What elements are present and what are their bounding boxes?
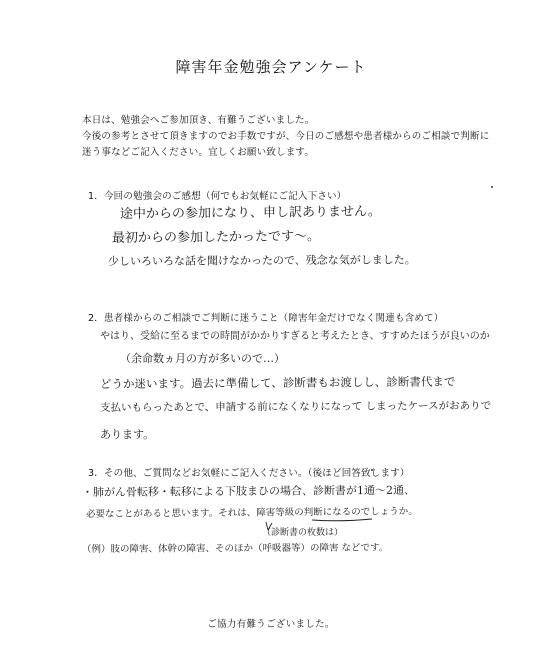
question-3-heading: 3．その他、ご質問などお気軽にご記入ください。（後ほど回答致します） bbox=[88, 468, 410, 479]
handwritten-answer-line: 少しいろいろな話を聞けなかったので、残念な気がしました。 bbox=[107, 253, 416, 268]
closing-thanks: ご協力有難うございました。 bbox=[207, 619, 335, 630]
handwritten-answer-line: 支払いもらったあとで、申請する前になくなりになって しまったケースがおありで bbox=[99, 399, 492, 414]
handwritten-answer-line: どうか迷います。過去に準備して、診断書もお渡しし、診断書代まで bbox=[99, 374, 456, 391]
intro-line: 迷う事などご記入ください。宜しくお願い致します。 bbox=[82, 147, 315, 158]
question-1-heading: 1．今回の勉強会のご感想（何でもお気軽にご記入下さい） bbox=[88, 191, 347, 202]
question-2-heading: 2．患者様からのご相談でご判断に迷うこと（障害年金だけでなく関連も含めて） bbox=[88, 313, 444, 324]
handwritten-answer-line: ・肺がん骨転移・転移による下肢まひの場合、診断書が1通〜2通、 bbox=[81, 483, 416, 499]
intro-line: 今後の参考とさせて頂きますのでお手数ですが、今日のご感想や患者様からのご相談で判断に bbox=[82, 131, 490, 142]
handwritten-answer-annotation: （診断書の枚数は） bbox=[262, 528, 344, 538]
underline-stroke bbox=[312, 519, 372, 521]
intro-line: 本日は、勉強会へご参加頂き、有難うございました。 bbox=[82, 115, 315, 126]
handwritten-answer-line: 必要なことがあると思います。それは、障害等級の判断になるのでしょうか。 bbox=[85, 506, 418, 520]
handwritten-answer-line: 途中からの参加になり、申し訳ありません。 bbox=[119, 204, 381, 222]
survey-title: 障害年金勉強会アンケート bbox=[175, 58, 367, 76]
handwritten-answer-line: （例）肢の障害、体幹の障害、そのほか（呼吸器等）の障害 などです。 bbox=[81, 542, 389, 555]
handwritten-answer-line: あります。 bbox=[100, 428, 155, 441]
handwritten-answer-line: やはり、受給に至るまでの時間がかかりすぎると考えたとき、すすめたほうが良いのか bbox=[100, 331, 490, 342]
handwritten-answer-line: （余命数ヵ月の方が多いので…） bbox=[120, 352, 285, 365]
handwritten-answer-line: 最初からの参加したかったです〜。 bbox=[111, 229, 321, 246]
insertion-caret bbox=[266, 522, 272, 530]
